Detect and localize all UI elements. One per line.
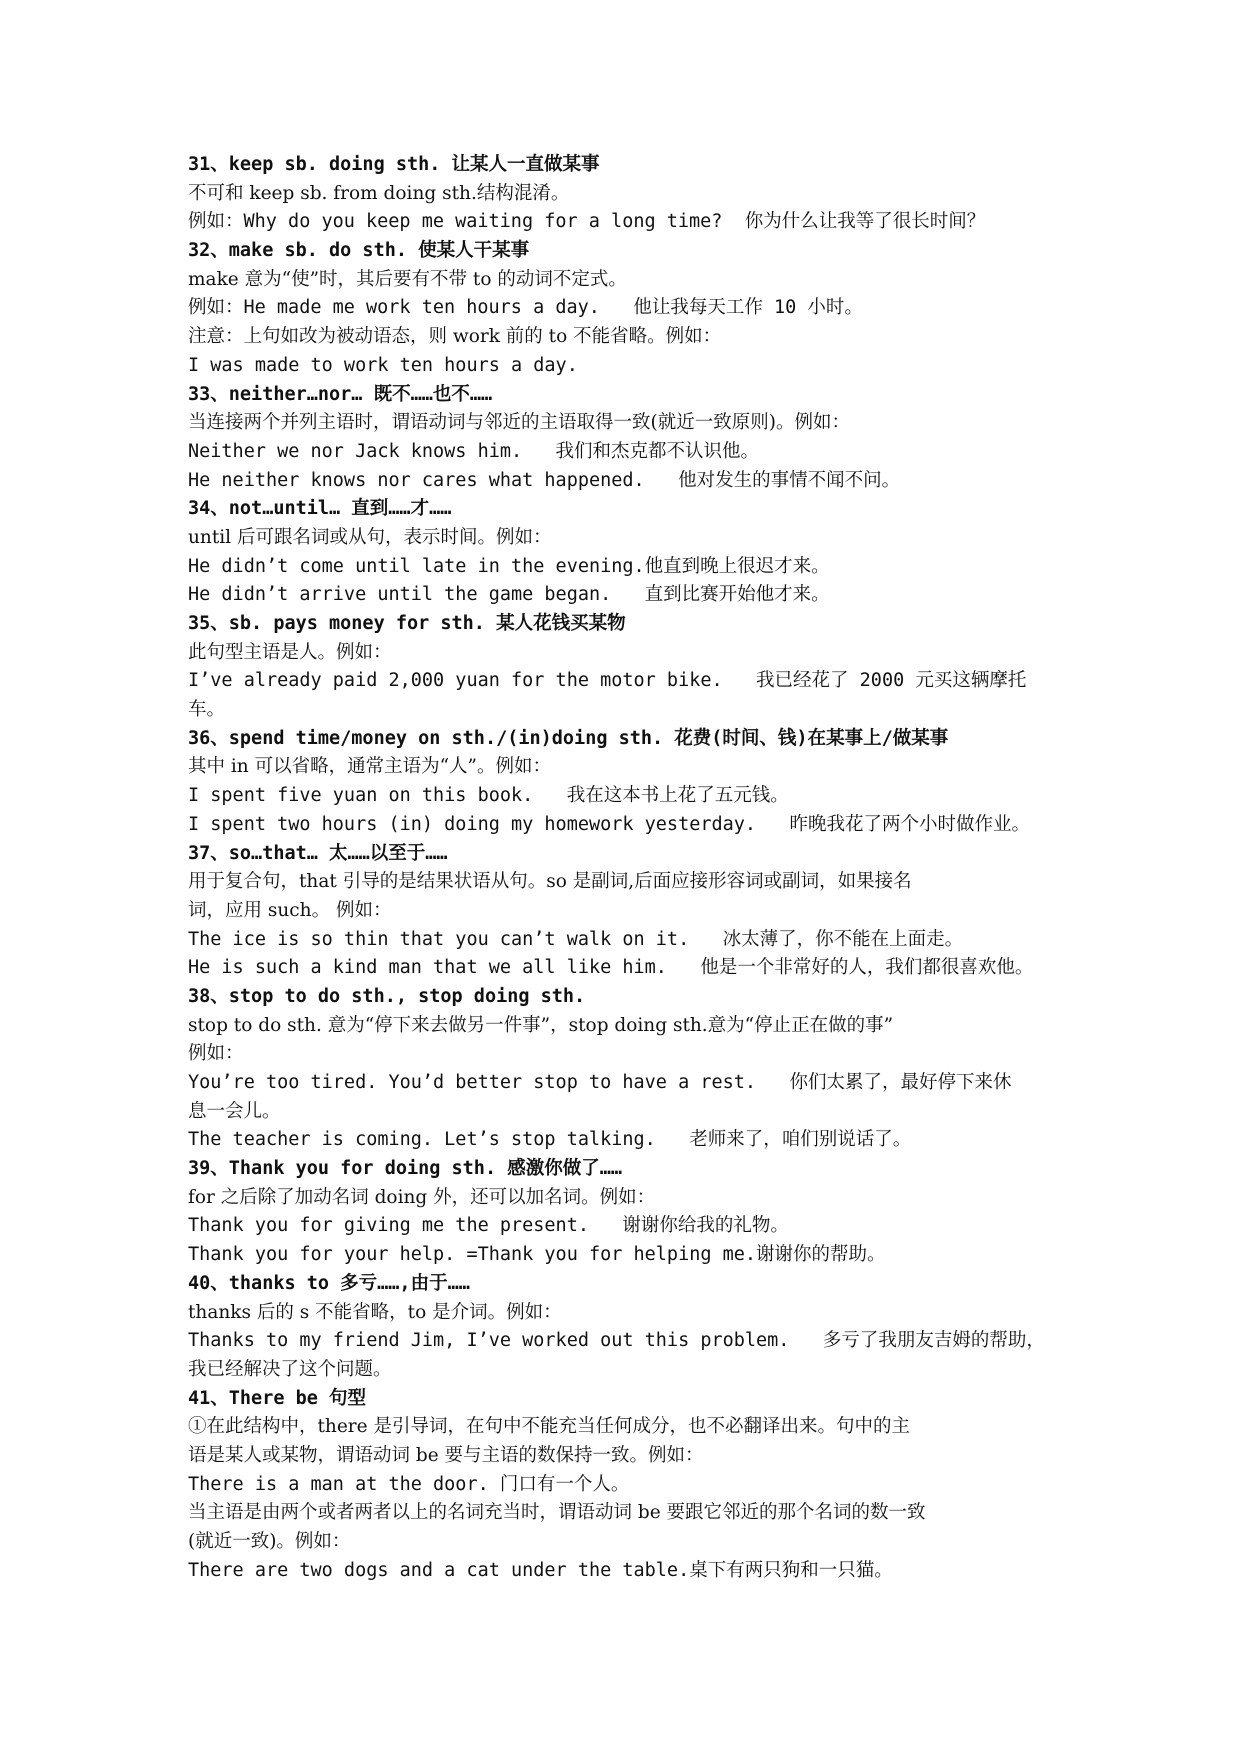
section-heading: 38、stop to do sth., stop doing sth. bbox=[188, 985, 586, 1007]
text-line: He neither knows nor cares what happened. 他对发生的事情不闻不问。 bbox=[188, 469, 901, 491]
text-line: 例如：Why do you keep me waiting for a long time? 你为什么让我等了很长时间？ bbox=[188, 211, 986, 233]
text-line: Thank you for giving me the present. 谢谢你给我的礼物。 bbox=[188, 1215, 789, 1237]
text-line: until 后可跟名词或从句，表示时间。例如： bbox=[188, 526, 552, 548]
text-line: 例如：He made me work ten hours a day. 他让我每天工作 10 小时。 bbox=[188, 297, 863, 319]
text-line: 当主语是由两个或者两者以上的名词充当时，谓语动词 be 要跟它邻近的那个名词的数一致 bbox=[188, 1502, 926, 1524]
text-line: for 之后除了加动名词 doing 外，还可以加名词。例如： bbox=[188, 1186, 656, 1208]
text-line: He is such a kind man that we all like him. 他是一个非常好的人，我们都很喜欢他。 bbox=[188, 957, 1034, 979]
text-line: 语是某人或某物，谓语动词 be 要与主语的数保持一致。例如： bbox=[188, 1444, 704, 1466]
text-line: 词，应用 such。 例如： bbox=[188, 899, 392, 921]
section-heading: 31、keep sb. doing sth. 让某人一直做某事 bbox=[188, 154, 600, 175]
text-line: stop to do sth. 意为“停下来去做另一件事”，stop doing sth.意为“停止正在做的事” bbox=[188, 1014, 894, 1036]
section-heading: 40、thanks to 多亏……,由于…… bbox=[188, 1272, 470, 1294]
text-line: 车。 bbox=[188, 699, 226, 721]
text-line: There is a man at the door. 门口有一个人。 bbox=[188, 1473, 630, 1495]
text-line: The teacher is coming. Let’s stop talking. 老师来了，咱们别说话了。 bbox=[188, 1129, 912, 1151]
text-line: 此句型主语是人。例如： bbox=[188, 641, 392, 663]
text-line: I’ve already paid 2,000 yuan for the motor bike. 我已经花了 2000 元买这辆摩托 bbox=[188, 670, 1027, 692]
text-line: 例如： bbox=[188, 1043, 244, 1065]
text-line: 息一会儿。 bbox=[188, 1100, 281, 1122]
text-line: I spent two hours (in) doing my homework yesterday. 昨晚我花了两个小时做作业。 bbox=[188, 813, 1030, 835]
section-heading: 39、Thank you for doing sth. 感激你做了…… bbox=[188, 1158, 623, 1180]
text-line: 我已经解决了这个问题。 bbox=[188, 1358, 392, 1380]
text-line: He didn’t arrive until the game began. 直到比赛开始他才来。 bbox=[188, 584, 830, 606]
section-heading: 35、sb. pays money for sth. 某人花钱买某物 bbox=[188, 613, 626, 634]
text-line: (就近一致)。例如： bbox=[188, 1531, 351, 1552]
text-line: 注意：上句如改为被动语态，则 work 前的 to 不能省略。例如： bbox=[188, 326, 722, 348]
document-content bbox=[188, 151, 1068, 1585]
text-line: I spent five yuan on this book. 我在这本书上花了五元钱。 bbox=[188, 785, 789, 807]
text-line: Thanks to my friend Jim, I’ve worked out this problem. 多亏了我朋友吉姆的帮助， bbox=[188, 1330, 1045, 1352]
section-heading: 33、neither…nor… 既不……也不…… bbox=[188, 383, 493, 405]
text-line: ①在此结构中，there 是引导词，在句中不能充当任何成分，也不必翻译出来。句中的主 bbox=[188, 1416, 910, 1438]
section-heading: 37、so…that… 太……以至于…… bbox=[188, 842, 448, 864]
text-line: 其中 in 可以省略，通常主语为“人”。例如： bbox=[188, 756, 552, 778]
text-line: Thank you for your help. =Thank you for helping me.谢谢你的帮助。 bbox=[188, 1244, 886, 1266]
section-heading: 32、make sb. do sth. 使某人干某事 bbox=[188, 240, 530, 262]
section-heading: 36、spend time/money on sth./(in)doing sth. 花费(时间、钱)在某事上/做某事 bbox=[188, 727, 949, 749]
text-line: You’re too tired. You’d better stop to have a rest. 你们太累了，最好停下来休 bbox=[188, 1072, 1012, 1093]
text-line: make 意为“使”时，其后要有不带 to 的动词不定式。 bbox=[188, 268, 627, 290]
section-heading: 41、There be 句型 bbox=[188, 1387, 367, 1409]
text-line: 不可和 keep sb. from doing sth.结构混淆。 bbox=[188, 182, 570, 204]
text-line: I was made to work ten hours a day. bbox=[188, 354, 578, 376]
text-line: There are two dogs and a cat under the table.桌下有两只狗和一只猫。 bbox=[188, 1559, 893, 1581]
text-line: thanks 后的 s 不能省略，to 是介词。例如： bbox=[188, 1301, 562, 1323]
text-line: He didn’t come until late in the evening.他直到晚上很迟才来。 bbox=[188, 555, 830, 577]
text-line: 当连接两个并列主语时，谓语动词与邻近的主语取得一致(就近一致原则)。例如： bbox=[188, 412, 850, 434]
text-line: Neither we nor Jack knows him. 我们和杰克都不认识他。 bbox=[188, 440, 760, 462]
text-line: 用于复合句，that 引导的是结果状语从句。so 是副词,后面应接形容词或副词，如果接名 bbox=[188, 871, 912, 893]
text-line: The ice is so thin that you can’t walk on it. 冰太薄了，你不能在上面走。 bbox=[188, 928, 964, 950]
section-heading: 34、not…until… 直到……才…… bbox=[188, 498, 452, 520]
